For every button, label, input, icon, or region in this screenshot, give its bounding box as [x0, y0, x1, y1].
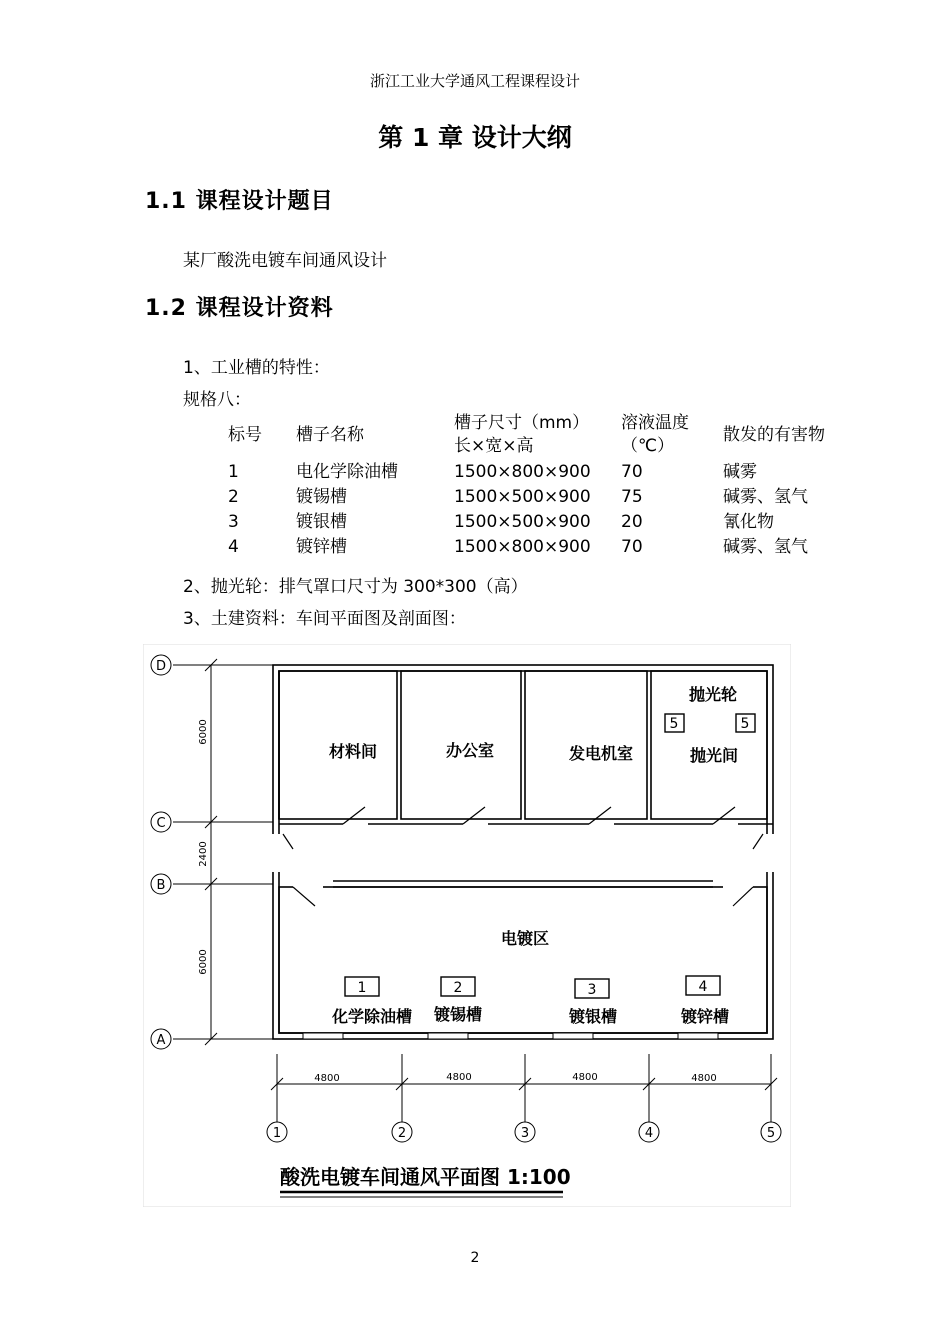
cell-temp: 70: [621, 537, 643, 557]
spec-label: 规格八：: [183, 390, 251, 410]
header-temp: [615, 410, 717, 460]
header-size-line2: 长×宽×高: [454, 436, 534, 456]
header-harm: 散发的有害物: [723, 424, 825, 445]
item-2-text: 2、抛光轮：排气罩口尺寸为 300*300（高）: [183, 577, 528, 597]
page-number: 2: [470, 1250, 480, 1266]
dim-horizontal-4: 4800: [691, 1073, 717, 1084]
header-temp-line2: （℃）: [621, 436, 675, 456]
cell-temp: 70: [621, 462, 643, 482]
cell-no: 4: [228, 537, 239, 557]
dim-vertical-2: 2400: [198, 841, 209, 867]
cell-harm: 碱雾、氢气: [723, 537, 808, 557]
cell-name: 镀锡槽: [296, 487, 347, 507]
dim-vertical-3: 6000: [198, 949, 209, 975]
table-row: [222, 460, 849, 485]
cell-harm: 碱雾: [723, 462, 757, 482]
dim-horizontal-2: 4800: [446, 1072, 472, 1083]
chapter-title: 第 1 章 设计大纲: [378, 123, 572, 152]
cell-temp: 75: [621, 487, 643, 507]
cell-name: 镀锌槽: [296, 537, 347, 557]
room-label-generator: 发电机室: [568, 744, 634, 763]
header-size-line1: 槽子尺寸（mm）: [454, 413, 590, 433]
tank-label-2: 镀锡槽: [433, 1005, 483, 1024]
axis-label-4: 4: [644, 1126, 654, 1141]
header-name: 槽子名称: [296, 424, 364, 445]
tank-number-4: 4: [698, 979, 708, 995]
plan-frame: [143, 644, 791, 1207]
tank-label-1: 化学除油槽: [331, 1007, 413, 1026]
tank-label-4: 镀锌槽: [680, 1007, 730, 1026]
header-temp-line1: 溶液温度: [621, 413, 689, 433]
cell-size: 1500×800×900: [454, 462, 591, 482]
table-header-row: [222, 410, 849, 460]
cell-no: 3: [228, 512, 239, 532]
axis-label-3: 3: [520, 1126, 530, 1141]
polish-mark-2: 5: [740, 716, 750, 732]
table-row: [222, 510, 849, 535]
page-header: 浙江工业大学通风工程课程设计: [369, 72, 580, 90]
table-row: [222, 485, 849, 510]
dim-horizontal-3: 4800: [572, 1072, 598, 1083]
axis-label-D: D: [155, 659, 167, 674]
room-label-office: 办公室: [445, 741, 495, 760]
room-label-polish-room: 抛光间: [689, 746, 739, 765]
tank-spec-table: [222, 410, 849, 560]
header-no: 标号: [228, 424, 262, 445]
polish-mark-1: 5: [669, 716, 679, 732]
room-label-material: 材料间: [328, 742, 378, 761]
cell-size: 1500×500×900: [454, 512, 591, 532]
room-label-plating-area: 电镀区: [500, 929, 550, 948]
dim-vertical-1: 6000: [198, 719, 209, 745]
section-title-1-1: 1.1 课程设计题目: [145, 189, 334, 214]
cell-size: 1500×800×900: [454, 537, 591, 557]
section-title-1-2: 1.2 课程设计资料: [145, 296, 334, 321]
cell-no: 1: [228, 462, 239, 482]
item-1-text: 1、工业槽的特性：: [183, 358, 330, 378]
cell-harm: 氰化物: [723, 512, 774, 532]
cell-harm: 碱雾、氢气: [723, 487, 808, 507]
section-body-1-1: 某厂酸洗电镀车间通风设计: [183, 251, 387, 271]
axis-label-C: C: [156, 816, 166, 831]
plan-title: 酸洗电镀车间通风平面图 1:100: [280, 1165, 571, 1189]
axis-label-5: 5: [766, 1126, 776, 1141]
tank-number-3: 3: [587, 982, 597, 998]
table-row: [222, 535, 849, 560]
header-size: [448, 410, 615, 460]
tank-number-1: 1: [357, 980, 367, 996]
axis-label-B: B: [156, 878, 166, 893]
cell-name: 镀银槽: [296, 512, 347, 532]
cell-size: 1500×500×900: [454, 487, 591, 507]
dim-horizontal-1: 4800: [314, 1073, 340, 1084]
item-3-text: 3、土建资料：车间平面图及剖面图：: [183, 609, 466, 629]
cell-name: 电化学除油槽: [296, 462, 398, 482]
floor-plan-drawing: [143, 644, 791, 1207]
cell-temp: 20: [621, 512, 643, 532]
tank-label-3: 镀银槽: [568, 1007, 618, 1026]
axis-label-1: 1: [272, 1126, 282, 1141]
cell-no: 2: [228, 487, 239, 507]
axis-label-A: A: [156, 1033, 166, 1048]
axis-label-2: 2: [397, 1126, 407, 1141]
tank-number-2: 2: [453, 980, 463, 996]
room-label-polish-wheel: 抛光轮: [688, 685, 738, 704]
